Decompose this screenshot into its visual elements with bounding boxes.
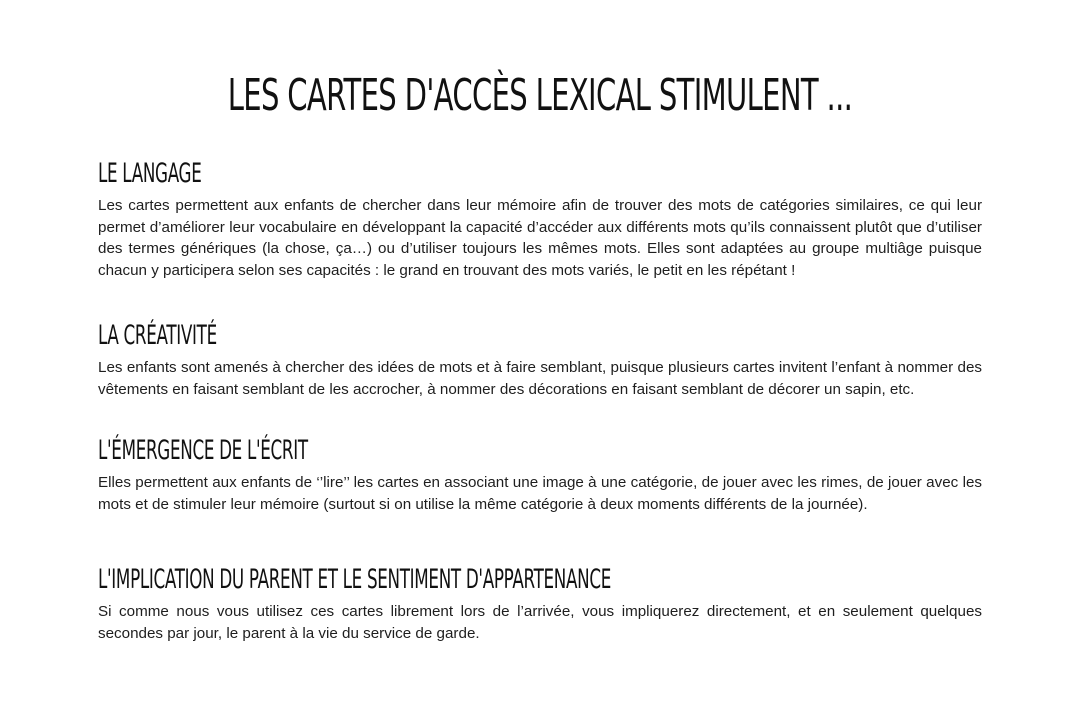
section-langage (98, 160, 982, 281)
section-heading: LE LANGAGE (98, 158, 202, 189)
section-body: Les cartes permettent aux enfants de chercher dans leur mémoire afin de trouver des mots de catégories similaires, ce qui leur permet d’améliorer leur vocabulaire en développant la capacité d’accéder aux différents mots qu’ils connaissent plutôt que d’utiliser des termes génériques (la chose, ça…) ou d’utiliser toujours les mêmes mots. Elles sont adaptées au groupe multiâge puisque chacun y participera selon ses capacités : le grand en trouvant des mots variés, le petit en les répétant ! (98, 197, 982, 279)
section-body: Si comme nous vous utilisez ces cartes librement lors de l’arrivée, vous impliquerez directement, et en seulement quelques secondes par jour, le parent à la vie du service de garde. (98, 603, 982, 642)
section-body: Les enfants sont amenés à chercher des idées de mots et à faire semblant, puisque plusieurs cartes invitent l’enfant à nommer des vêtements en faisant semblant de les accrocher, à nommer des décorations en faisant semblant de décorer un sapin, etc. (98, 359, 982, 398)
section-implication-parent (98, 566, 982, 644)
section-heading: LA CRÉATIVITÉ (98, 320, 217, 351)
section-heading: L'IMPLICATION DU PARENT ET LE SENTIMENT D'APPARTENANCE (98, 564, 611, 595)
section-body: Elles permettent aux enfants de ‘’lire’’ les cartes en associant une image à une catégorie, de jouer avec les rimes, de jouer avec les mots et de stimuler leur mémoire (surtout si on utilise la même catégorie à deux moments différents de la journée). (98, 474, 982, 513)
section-emergence-ecrit (98, 437, 982, 515)
page-title: LES CARTES D'ACCÈS LEXICAL STIMULENT ... (227, 70, 853, 121)
section-creativite (98, 322, 982, 400)
section-heading: L'ÉMERGENCE DE L'ÉCRIT (98, 435, 308, 466)
